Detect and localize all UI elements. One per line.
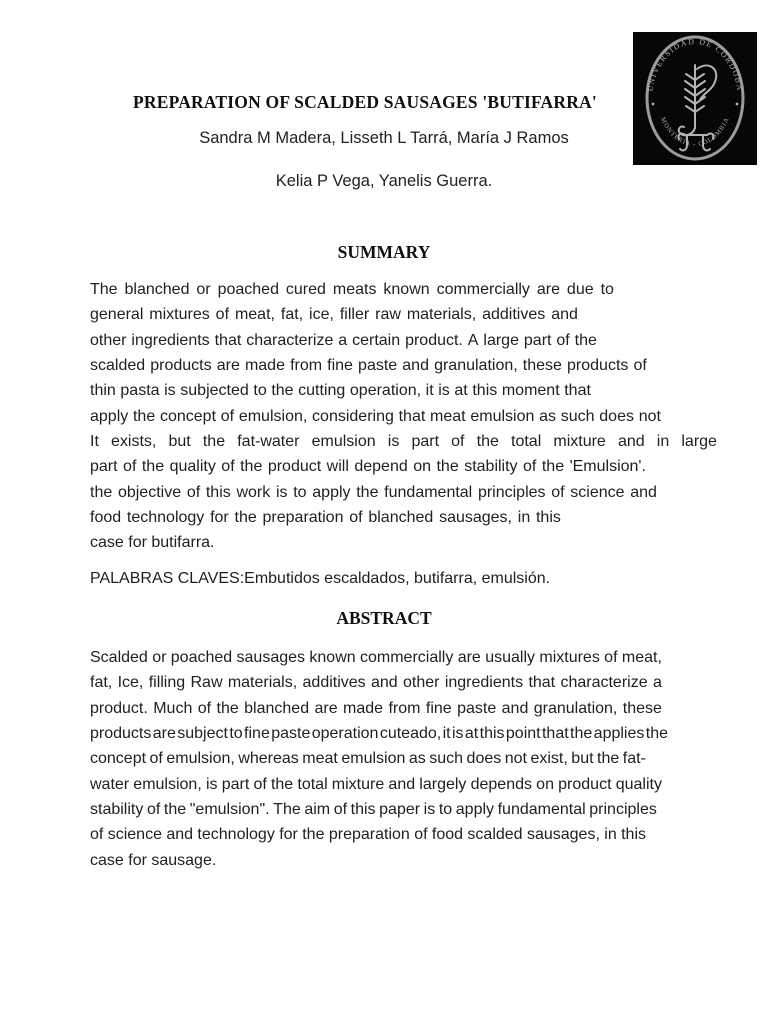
text-line: general mixtures of meat, fat, ice, filler raw materials, additives and [90, 306, 578, 324]
text-line: concept of emulsion, whereas meat emulsion as such does not exist, but the fat- [90, 750, 646, 768]
seal-text-bottom: MONTERÍA - COLOMBIA [659, 116, 731, 149]
text-line: of science and technology for the preparation of food scalded sausages, in this [90, 826, 646, 844]
text-line: scalded products are made from fine paste and granulation, these products of [90, 356, 647, 374]
keywords-line: PALABRAS CLAVES:Embutidos escaldados, butifarra, emulsión. [90, 570, 551, 587]
text-line: It exists, but the fat-water emulsion is part of the total mixture and in large [90, 432, 717, 450]
text-line: stability of the "emulsion". The aim of this paper is to apply fundamental principles [90, 800, 657, 818]
text-line: part of the quality of the product will depend on the stability of the 'Emulsion'. [90, 458, 646, 476]
text-line: apply the concept of emulsion, considering that meat emulsion as such does not [90, 407, 661, 425]
seal-text-top: UNIVERSIDAD DE CORDOBA [645, 36, 745, 93]
abstract-heading: ABSTRACT [336, 608, 432, 628]
seal-dot-left [652, 103, 655, 106]
university-seal-logo [633, 32, 757, 165]
summary-paragraph [90, 277, 750, 556]
text-line: case for butifarra. [90, 534, 215, 552]
text-line: water emulsion, is part of the total mixture and largely depends on product quality [90, 775, 662, 793]
text-line: other ingredients that characterize a certain product. A large part of the [90, 331, 597, 349]
authors-line-2: Kelia P Vega, Yanelis Guerra. [275, 172, 493, 190]
text-line: case for sausage. [90, 851, 217, 869]
text-line: fat, Ice, filling Raw materials, additives and other ingredients that characterize a [90, 674, 662, 692]
text-line: product. Much of the blanched are made from fine paste and granulation, these [90, 699, 662, 717]
authors-line-1: Sandra M Madera, Lisseth L Tarrá, María J Ramos [199, 129, 569, 147]
seal-dot-right [736, 103, 739, 106]
text-line: food technology for the preparation of blanched sausages, in this [90, 508, 561, 526]
summary-heading: SUMMARY [337, 242, 431, 262]
university-seal-graphic [633, 32, 757, 165]
text-line: products are subject to fine paste operation cuteado, it is at this point that the applies the [90, 724, 668, 742]
text-line: the objective of this work is to apply the fundamental principles of science and [90, 483, 657, 501]
page-title: PREPARATION OF SCALDED SAUSAGES 'BUTIFARRA' [133, 92, 597, 112]
abstract-paragraph [90, 645, 750, 873]
text-line: The blanched or poached cured meats known commercially are due to [90, 281, 614, 298]
text-line: thin pasta is subjected to the cutting operation, it is at this moment that [90, 382, 591, 400]
text-line: Scalded or poached sausages known commercially are usually mixtures of meat, [90, 649, 662, 666]
